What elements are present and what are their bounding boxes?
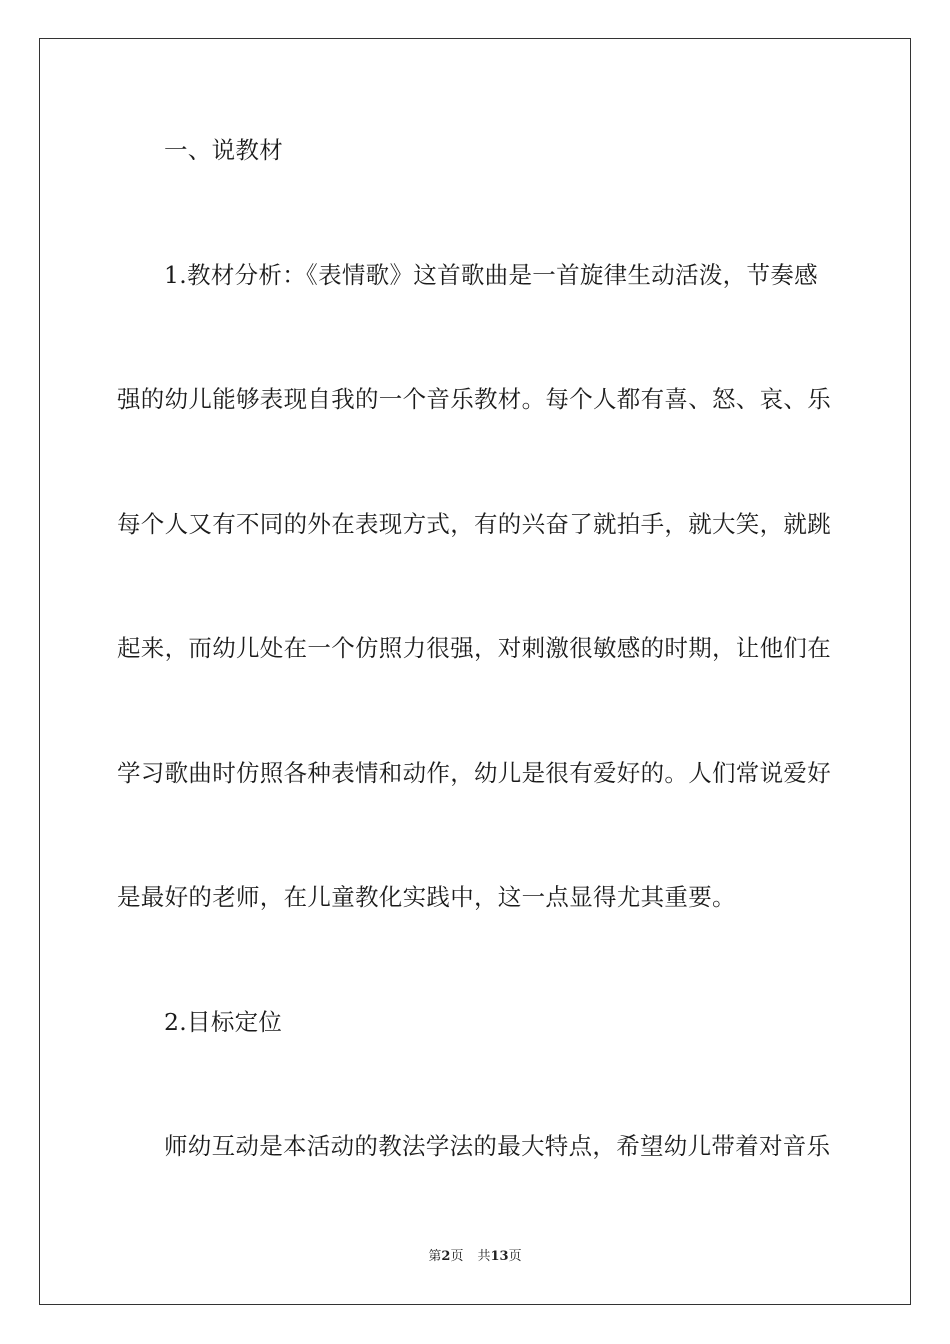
page-border — [39, 38, 911, 1305]
paragraph-line: 学习歌曲时仿照各种表情和动作，幼儿是很有爱好的。人们常说爱好 — [117, 759, 831, 787]
total-suffix: 页 — [508, 1249, 522, 1264]
paragraph-line: 师幼互动是本活动的教法学法的最大特点，希望幼儿带着对音乐 — [164, 1132, 831, 1160]
paragraph-line: 起来，而幼儿处在一个仿照力很强，对刺激很敏感的时期，让他们在 — [117, 634, 831, 662]
section-heading: 一、说教材 — [164, 136, 283, 164]
paragraph-line: 1.教材分析：《表情歌》这首歌曲是一首旋律生动活泼，节奏感 — [164, 261, 818, 289]
page-number: 2 — [441, 1249, 451, 1264]
paragraph-line: 强的幼儿能够表现自我的一个音乐教材。每个人都有喜、怒、哀、乐 — [117, 385, 831, 413]
total-pages: 13 — [490, 1249, 509, 1264]
total-prefix: 共 — [477, 1249, 491, 1264]
subsection-heading: 2.目标定位 — [164, 1008, 283, 1036]
page-suffix: 页 — [450, 1249, 464, 1264]
paragraph-line: 是最好的老师，在儿童教化实践中，这一点显得尤其重要。 — [117, 883, 736, 911]
page-prefix: 第 — [428, 1249, 442, 1264]
page-footer — [0, 1248, 950, 1266]
paragraph-line: 每个人又有不同的外在表现方式，有的兴奋了就拍手，就大笑，就跳 — [117, 510, 831, 538]
